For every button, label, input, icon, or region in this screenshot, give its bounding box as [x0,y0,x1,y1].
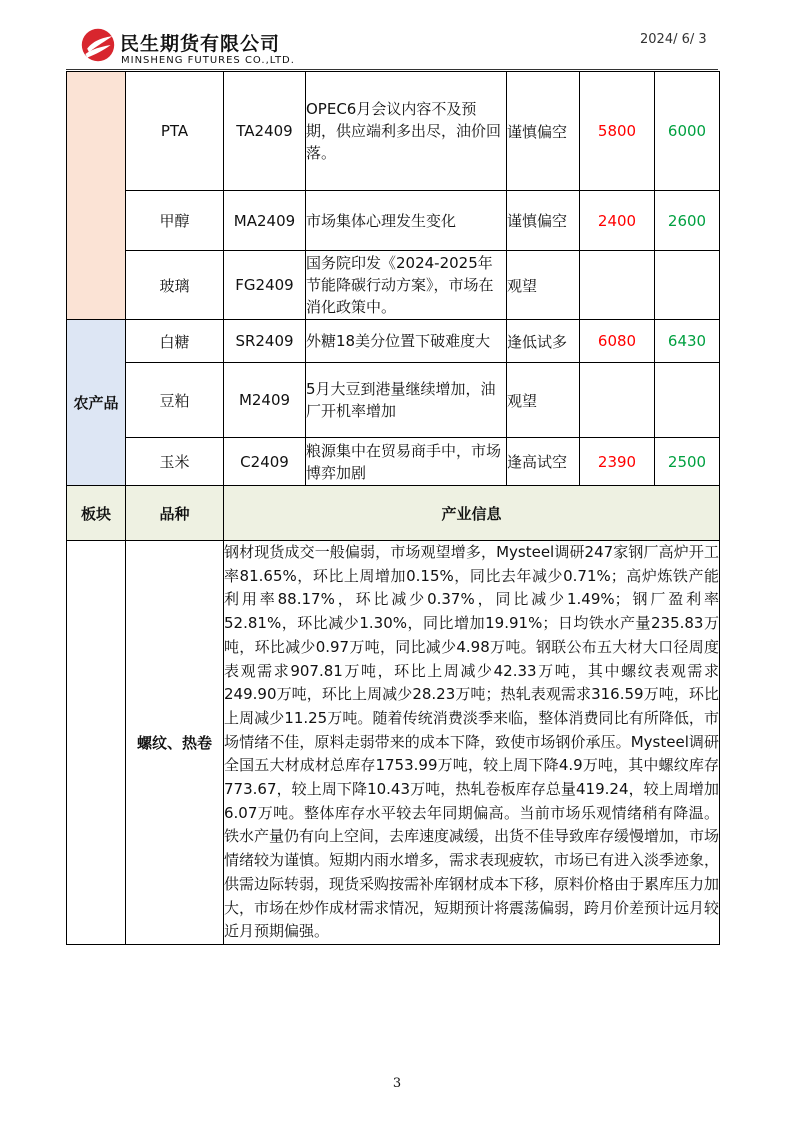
support-cell [580,363,655,438]
contract-cell: C2409 [224,438,306,486]
page-number: 3 [392,1076,402,1091]
resistance-cell: 2600 [655,191,720,251]
contract-cell: M2409 [224,363,306,438]
info-sector-cell [67,541,126,945]
table-row [67,363,720,438]
support-cell: 6080 [580,320,655,363]
company-logo-icon [80,27,116,63]
reason-cell: 市场集体心理发生变化 [306,191,507,251]
variety-cell: 豆粕 [126,363,224,438]
header-divider [66,69,718,70]
support-cell: 2400 [580,191,655,251]
view-cell: 逢高试空 [507,438,580,486]
contract-cell: FG2409 [224,251,306,320]
view-cell: 谨慎偏空 [507,191,580,251]
variety-cell: 白糖 [126,320,224,363]
table-row [67,72,720,191]
industry-info-header: 产业信息 [224,486,720,541]
variety-cell: PTA [126,72,224,191]
company-name-en: MINSHENG FUTURES CO.,LTD. [121,55,295,66]
view-cell: 逢低试多 [507,320,580,363]
company-name-cn: 民生期货有限公司 [120,33,281,55]
contract-cell: TA2409 [224,72,306,191]
support-cell: 2390 [580,438,655,486]
view-cell: 观望 [507,251,580,320]
support-cell [580,251,655,320]
sector-header: 板块 [67,486,126,541]
reason-cell: 外糖18美分位置下破难度大 [306,320,507,363]
contract-cell: MA2409 [224,191,306,251]
contract-cell: SR2409 [224,320,306,363]
table-row [67,251,720,320]
resistance-cell: 2500 [655,438,720,486]
variety-header: 品种 [126,486,224,541]
view-cell: 谨慎偏空 [507,72,580,191]
table-row [67,438,720,486]
reason-cell: 5月大豆到港量继续增加，油厂开机率增加 [306,363,507,438]
info-header-row [67,486,720,541]
reason-cell: 粮源集中在贸易商手中，市场博弈加剧 [306,438,507,486]
info-variety-cell: 螺纹、热卷 [126,541,224,945]
variety-cell: 玉米 [126,438,224,486]
strategy-table [66,71,720,945]
industry-info-text: 钢材现货成交一般偏弱，市场观望增多，Mysteel调研247家钢厂高炉开工率81.65%，环比上周增加0.15%，同比去年减少0.71%；高炉炼铁产能利用率88.17%，环比减少0.37%，同比减少1.49%；钢厂盈利率52.81%，环比减少1.30%，同比增加19.91%；日均铁水产量235.83万吨，环比减少0.97万吨，同比减少4.98万吨。钢联公布五大材大口径周度表观需求907.81万吨，环比上周减少42.33万吨，其中螺纹表观需求249.90万吨，环比上周减少28.23万吨；热轧表观需求316.59万吨，环比上周减少11.25万吨。随着传统消费淡季来临，整体消费同比有所降低，市场情绪不佳，原料走弱带来的成本下降，致使市场钢价承压。Mysteel调研全国五大材成材总库存1753.99万吨，较上周下降4.9万吨，其中螺纹库存773.67，较上周下降10.43万吨，热轧卷板库存总量419.24，较上周增加6.07万吨。整体库存水平较去年同期偏高。当前市场乐观情绪稍有降温。铁水产量仍有向上空间，去库速度减缓，出货不佳导致库存缓慢增加，市场情绪较为谨慎。短期内雨水增多，需求表现疲软，市场已有进入淡季迹象，供需边际转弱，现货采购按需补库钢材成本下移，原料价格由于累库压力加大，市场在炒作成材需求情况，短期预计将震荡偏弱，跨月价差预计远月较近月预期偏强。 [224,541,720,945]
resistance-cell: 6430 [655,320,720,363]
page-header [0,0,794,72]
report-date: 2024/ 6/ 3 [640,32,707,47]
info-row [67,541,720,945]
table-row [67,191,720,251]
variety-cell: 甲醇 [126,191,224,251]
resistance-cell [655,363,720,438]
sector-cell-agri: 农产品 [67,320,126,486]
resistance-cell: 6000 [655,72,720,191]
table-row [67,320,720,363]
sector-cell-chemicals [67,72,126,320]
view-cell: 观望 [507,363,580,438]
resistance-cell [655,251,720,320]
reason-cell: OPEC6月会议内容不及预期，供应端利多出尽，油价回落。 [306,72,507,191]
reason-cell: 国务院印发《2024-2025年节能降碳行动方案》，市场在消化政策中。 [306,251,507,320]
support-cell: 5800 [580,72,655,191]
variety-cell: 玻璃 [126,251,224,320]
